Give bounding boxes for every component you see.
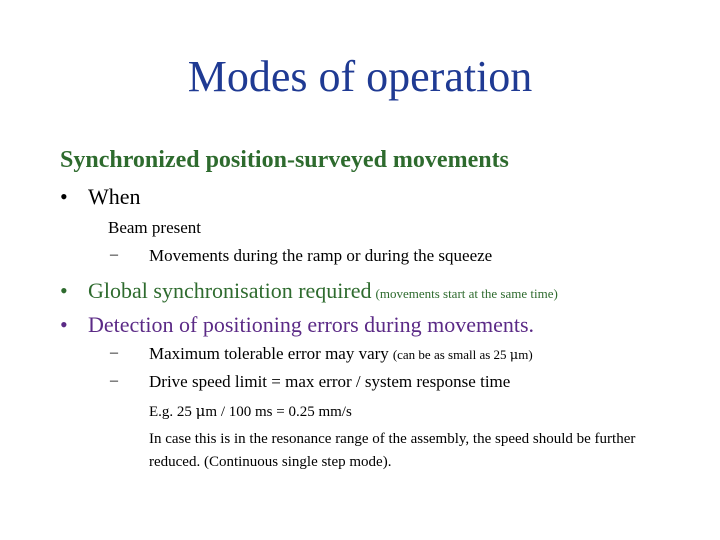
bullet-detection: Detection of positioning errors during movements. <box>88 312 535 337</box>
bullet-marker: • <box>60 184 68 209</box>
global-sync-text: Global synchronisation required <box>88 278 372 303</box>
bullet-marker: • <box>60 278 68 303</box>
dash-marker: – <box>110 372 118 389</box>
global-sync-note: (movements start at the same time) <box>375 286 558 301</box>
slide-title: Modes of operation <box>187 52 533 101</box>
max-error-text: Maximum tolerable error may vary <box>149 344 389 363</box>
example-text: E.g. 25 μm / 100 ms = 0.25 mm/s <box>149 402 352 420</box>
bullet-marker: • <box>60 312 68 337</box>
drive-speed-text: Drive speed limit = max error / system response time <box>149 372 511 391</box>
dash-marker: – <box>110 344 118 361</box>
section-heading: Synchronized position-surveyed movements <box>60 147 509 173</box>
max-error-line <box>149 344 533 364</box>
dash-marker: – <box>110 246 118 263</box>
resonance-note: In case this is in the resonance range of the assembly, the speed should be further reduced. (Continuous single step mode). <box>149 431 636 470</box>
max-error-note: (can be as small as 25 μm) <box>392 347 533 363</box>
bullet-global-sync <box>88 278 558 304</box>
movements-ramp-text: Movements during the ramp or during the squeeze <box>149 246 493 265</box>
beam-present-text: Beam present <box>108 218 201 237</box>
bullet-when: When <box>88 184 141 209</box>
